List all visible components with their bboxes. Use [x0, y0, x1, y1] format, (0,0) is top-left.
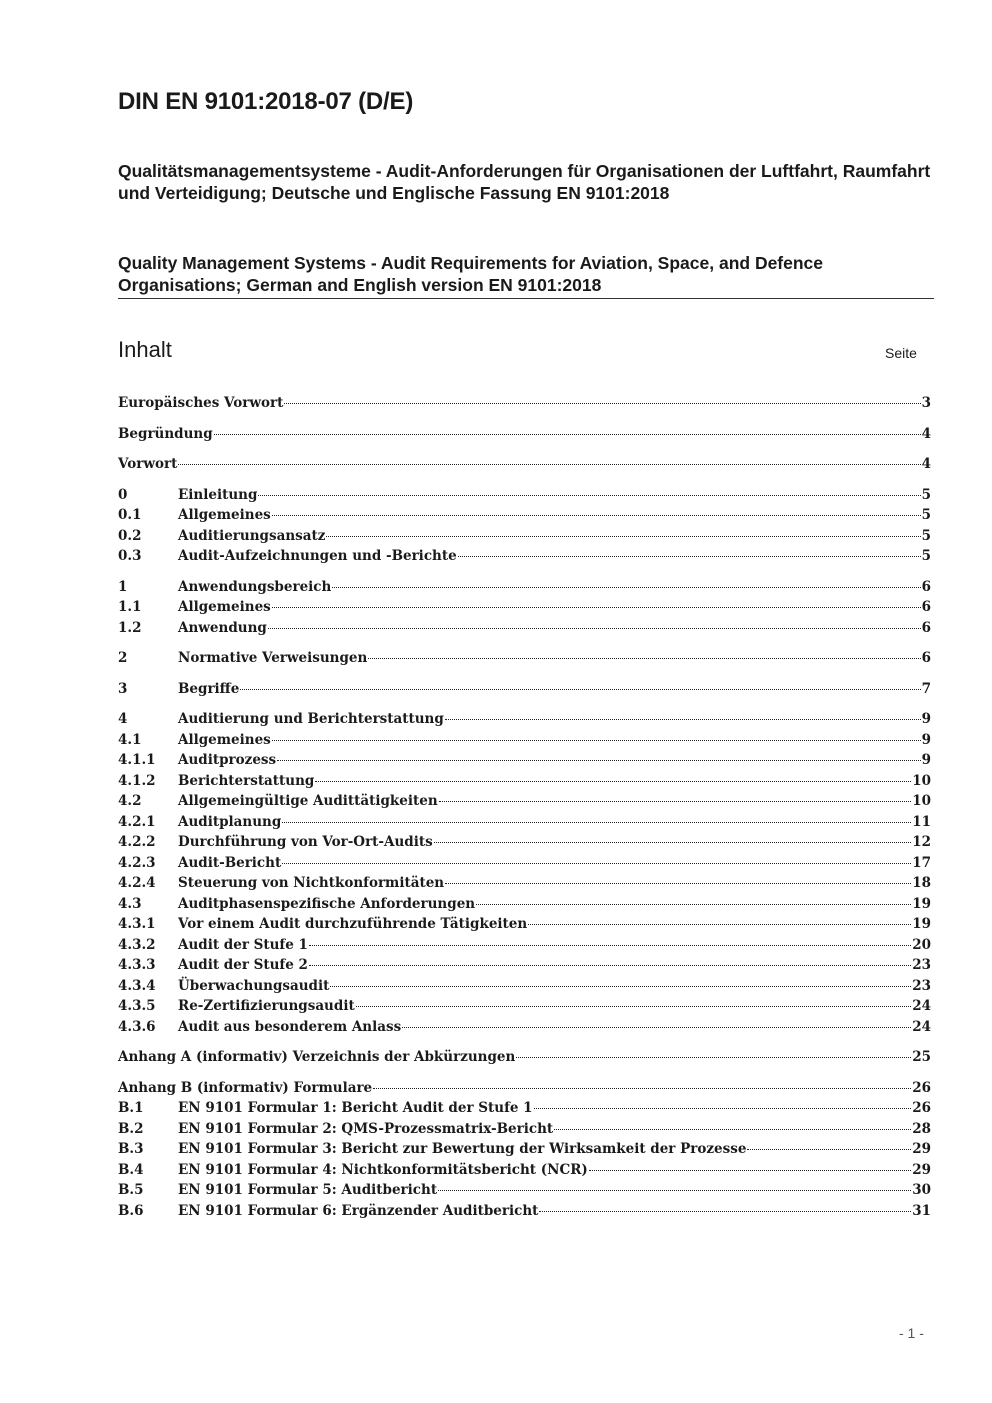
toc-entry-title: Re-Zertifizierungsaudit: [178, 998, 355, 1014]
toc-entry-number: 4.3: [118, 895, 142, 912]
toc-entry-title: Berichterstattung: [178, 772, 315, 789]
toc-entry-title: Überwachungsaudit: [178, 977, 330, 994]
toc-entry-page: 12: [912, 834, 931, 850]
toc-dot-leader: [277, 760, 920, 761]
toc-dot-leader: [539, 1211, 911, 1212]
toc-entry[interactable]: [118, 599, 931, 620]
toc-entry-page: 31: [912, 1202, 931, 1219]
toc-entry[interactable]: [118, 426, 931, 447]
toc-heading: Inhalt: [118, 337, 172, 362]
toc-entry-title: Anwendung: [178, 619, 267, 636]
toc-dot-leader: [476, 904, 911, 905]
toc-entry-number: 1.1: [118, 599, 142, 615]
toc-entry-number: 4.2: [118, 793, 142, 809]
toc-dot-leader: [439, 801, 912, 802]
toc-entry[interactable]: [118, 773, 931, 794]
toc-entry-page: 6: [921, 650, 931, 666]
toc-entry-title: Anhang B (informativ) Formulare: [118, 1079, 373, 1096]
toc-entry-number: 1: [118, 578, 128, 595]
toc-entry-page: 9: [921, 711, 931, 727]
toc-entry-number: B.4: [118, 1161, 144, 1178]
toc-entry-page: 17: [912, 854, 931, 871]
toc-dot-leader: [332, 587, 920, 588]
toc-entry[interactable]: [118, 620, 931, 641]
toc-entry-number: 0: [118, 486, 128, 503]
toc-entry-page: 9: [921, 731, 931, 748]
toc-entry-page: 10: [912, 793, 931, 809]
page-column-label: Seite: [885, 345, 917, 361]
toc-entry-number: B.6: [118, 1202, 144, 1219]
toc-entry-title: EN 9101 Formular 2: QMS-Prozessmatrix-Bericht: [178, 1120, 554, 1137]
toc-entry-title: Einleitung: [178, 486, 258, 503]
toc-entry[interactable]: [118, 855, 931, 876]
toc-entry-title: Allgemeingültige Audittätigkeiten: [178, 793, 438, 809]
toc-dot-leader: [402, 1027, 911, 1028]
toc-dot-leader: [458, 556, 921, 557]
toc-entry[interactable]: [118, 681, 931, 702]
toc-entry[interactable]: [118, 896, 931, 917]
toc-entry-title: EN 9101 Formular 3: Bericht zur Bewertung der Wirksamkeit der Prozesse: [178, 1141, 747, 1157]
toc-dot-leader: [309, 965, 911, 966]
toc-entry[interactable]: [118, 507, 931, 528]
toc-entry-page: 5: [921, 548, 931, 564]
toc-entry-number: 0.2: [118, 527, 142, 544]
toc-entry[interactable]: [118, 1182, 931, 1203]
toc-dot-leader: [240, 689, 920, 690]
toc-entry[interactable]: [118, 875, 931, 896]
toc-entry-number: B.5: [118, 1182, 144, 1198]
toc-dot-leader: [268, 628, 921, 629]
toc-entry-number: 4.3.2: [118, 936, 156, 953]
toc-entry-number: 4.1.2: [118, 772, 156, 789]
toc-entry-number: B.1: [118, 1100, 144, 1116]
toc-entry-page: 18: [912, 875, 931, 891]
toc-entry-page: 5: [921, 507, 931, 523]
toc-dot-leader: [534, 1108, 912, 1109]
toc-dot-leader: [438, 1190, 911, 1191]
toc-entry[interactable]: [118, 752, 931, 773]
toc-dot-leader: [330, 986, 911, 987]
toc-entry-page: 10: [912, 772, 931, 789]
toc-entry-title: Allgemeines: [178, 507, 271, 523]
toc-entry-page: 26: [912, 1079, 931, 1096]
toc-entry-page: 5: [921, 527, 931, 544]
toc-dot-leader: [282, 822, 911, 823]
toc-entry[interactable]: [118, 834, 931, 855]
toc-entry[interactable]: [118, 711, 931, 732]
toc-dot-leader: [309, 945, 911, 946]
toc-entry[interactable]: [118, 650, 931, 671]
toc-entry-page: 26: [912, 1100, 931, 1116]
toc-dot-leader: [434, 842, 911, 843]
toc-dot-leader: [368, 658, 920, 659]
toc-entry-page: 19: [912, 916, 931, 932]
toc-entry-title: Steuerung von Nichtkonformitäten: [178, 875, 445, 891]
toc-dot-leader: [326, 536, 920, 537]
toc-entry[interactable]: [118, 395, 931, 416]
toc-entry-number: B.3: [118, 1141, 144, 1157]
toc-entry-number: 4.1.1: [118, 752, 156, 768]
document-title: DIN EN 9101:2018-07 (D/E): [118, 88, 414, 115]
toc-entry-page: 20: [912, 936, 931, 953]
toc-dot-leader: [272, 515, 921, 516]
toc-entry-number: 2: [118, 650, 128, 666]
table-of-contents: [118, 395, 931, 1223]
toc-entry-number: 4.2.3: [118, 854, 156, 871]
toc-entry-title: Anhang A (informativ) Verzeichnis der Abkürzungen: [118, 1049, 516, 1065]
toc-entry-number: 4.2.2: [118, 834, 156, 850]
toc-entry[interactable]: [118, 1162, 931, 1183]
toc-entry-title: Begründung: [118, 425, 213, 442]
toc-entry-title: Audit-Bericht: [178, 854, 282, 871]
toc-entry[interactable]: [118, 1141, 931, 1162]
toc-entry[interactable]: [118, 456, 931, 477]
toc-entry-page: 19: [912, 895, 931, 912]
toc-dot-leader: [214, 434, 921, 435]
toc-entry-title: Auditierungsansatz: [178, 527, 326, 544]
toc-dot-leader: [272, 740, 921, 741]
toc-entry-number: 0.1: [118, 507, 142, 523]
toc-dot-leader: [516, 1057, 911, 1058]
toc-entry[interactable]: [118, 579, 931, 600]
toc-entry-page: 24: [912, 998, 931, 1014]
toc-entry-title: Audit-Aufzeichnungen und -Berichte: [178, 548, 457, 564]
toc-entry-page: 7: [921, 680, 931, 697]
toc-entry-page: 29: [912, 1141, 931, 1157]
toc-entry-page: 6: [921, 578, 931, 595]
toc-entry-page: 5: [921, 486, 931, 503]
toc-entry-title: Durchführung von Vor-Ort-Audits: [178, 834, 433, 850]
toc-dot-leader: [272, 607, 921, 608]
toc-entry-title: Audit der Stufe 1: [178, 936, 308, 953]
toc-entry-title: EN 9101 Formular 4: Nichtkonformitätsbericht (NCR): [178, 1161, 588, 1178]
toc-entry-page: 24: [912, 1018, 931, 1035]
toc-dot-leader: [445, 719, 921, 720]
toc-entry-page: 6: [921, 619, 931, 636]
toc-entry-number: 4.3.5: [118, 998, 156, 1014]
toc-entry[interactable]: [118, 1203, 931, 1224]
toc-entry-number: 4.1: [118, 731, 142, 748]
toc-entry-page: 23: [912, 957, 931, 973]
toc-entry-number: B.2: [118, 1120, 144, 1137]
toc-entry-page: 4: [921, 456, 931, 472]
toc-entry-title: EN 9101 Formular 5: Auditbericht: [178, 1182, 438, 1198]
toc-entry[interactable]: [118, 1100, 931, 1121]
toc-entry-number: 4.3.1: [118, 916, 156, 932]
toc-entry[interactable]: [118, 978, 931, 999]
toc-dot-leader: [528, 924, 911, 925]
toc-entry-number: 4.3.6: [118, 1018, 156, 1035]
toc-entry[interactable]: [118, 548, 931, 569]
toc-dot-leader: [282, 863, 911, 864]
toc-entry-title: Vorwort: [118, 456, 178, 472]
toc-entry[interactable]: [118, 732, 931, 753]
toc-entry-page: 29: [912, 1161, 931, 1178]
subtitle-german: Qualitätsmanagementsysteme - Audit-Anforderungen für Organisationen der Luftfahrt, Raumfahrt und Verteidigung; Deutsche und Englische Fassung EN 9101:2018: [118, 161, 931, 203]
toc-dot-leader: [284, 403, 920, 404]
toc-entry[interactable]: [118, 528, 931, 549]
toc-entry[interactable]: [118, 814, 931, 835]
toc-dot-leader: [747, 1149, 911, 1150]
toc-entry[interactable]: [118, 793, 931, 814]
toc-entry-number: 4.2.4: [118, 875, 156, 891]
toc-entry-title: Vor einem Audit durchzuführende Tätigkeiten: [178, 916, 528, 932]
toc-entry-title: Auditplanung: [178, 813, 282, 830]
toc-entry[interactable]: [118, 937, 931, 958]
toc-entry-title: Auditphasenspezifische Anforderungen: [178, 895, 476, 912]
toc-entry-title: Allgemeines: [178, 731, 271, 748]
toc-entry-title: Anwendungsbereich: [178, 578, 332, 595]
toc-dot-leader: [356, 1006, 912, 1007]
toc-entry-number: 4.3.3: [118, 957, 156, 973]
toc-entry-number: 4.2.1: [118, 813, 156, 830]
toc-entry[interactable]: [118, 1049, 931, 1070]
toc-entry-title: Audit der Stufe 2: [178, 957, 308, 973]
toc-entry-page: 30: [912, 1182, 931, 1198]
subtitle-english: Quality Management Systems - Audit Requirements for Aviation, Space, and Defence Organisations; German and English version EN 9101:2018: [118, 253, 824, 295]
toc-entry-page: 4: [921, 425, 931, 442]
toc-entry-page: 6: [921, 599, 931, 615]
toc-entry-title: Allgemeines: [178, 599, 271, 615]
toc-entry-number: 3: [118, 680, 128, 697]
toc-dot-leader: [589, 1170, 911, 1171]
toc-entry-page: 25: [912, 1049, 931, 1065]
toc-dot-leader: [258, 495, 920, 496]
toc-entry-title: Normative Verweisungen: [178, 650, 368, 666]
toc-entry-number: 0.3: [118, 548, 142, 564]
toc-dot-leader: [445, 883, 911, 884]
toc-entry-number: 4: [118, 711, 128, 727]
toc-entry-page: 23: [912, 977, 931, 994]
toc-entry-title: Audit aus besonderem Anlass: [178, 1018, 402, 1035]
toc-entry-title: Europäisches Vorwort: [118, 395, 284, 411]
toc-dot-leader: [315, 781, 911, 782]
toc-entry-title: EN 9101 Formular 1: Bericht Audit der Stufe 1: [178, 1100, 533, 1116]
toc-entry[interactable]: [118, 998, 931, 1019]
toc-entry[interactable]: [118, 1121, 931, 1142]
toc-entry-page: 3: [921, 395, 931, 411]
toc-dot-leader: [554, 1129, 911, 1130]
toc-entry-title: Auditprozess: [178, 752, 277, 768]
toc-entry-number: 4.3.4: [118, 977, 156, 994]
page-number: - 1 -: [899, 1325, 924, 1341]
toc-dot-leader: [178, 464, 920, 465]
toc-entry-page: 28: [912, 1120, 931, 1137]
toc-entry-page: 9: [921, 752, 931, 768]
toc-entry-number: 1.2: [118, 619, 142, 636]
toc-entry[interactable]: [118, 487, 931, 508]
toc-entry-title: EN 9101 Formular 6: Ergänzender Auditbericht: [178, 1202, 539, 1219]
toc-entry[interactable]: [118, 957, 931, 978]
toc-dot-leader: [373, 1088, 911, 1089]
toc-entry[interactable]: [118, 1019, 931, 1040]
toc-entry-title: Begriffe: [178, 680, 240, 697]
toc-entry-page: 11: [912, 813, 931, 830]
title-divider: [118, 298, 934, 299]
toc-entry[interactable]: [118, 916, 931, 937]
toc-entry[interactable]: [118, 1080, 931, 1101]
toc-entry-title: Auditierung und Berichterstattung: [178, 711, 444, 727]
